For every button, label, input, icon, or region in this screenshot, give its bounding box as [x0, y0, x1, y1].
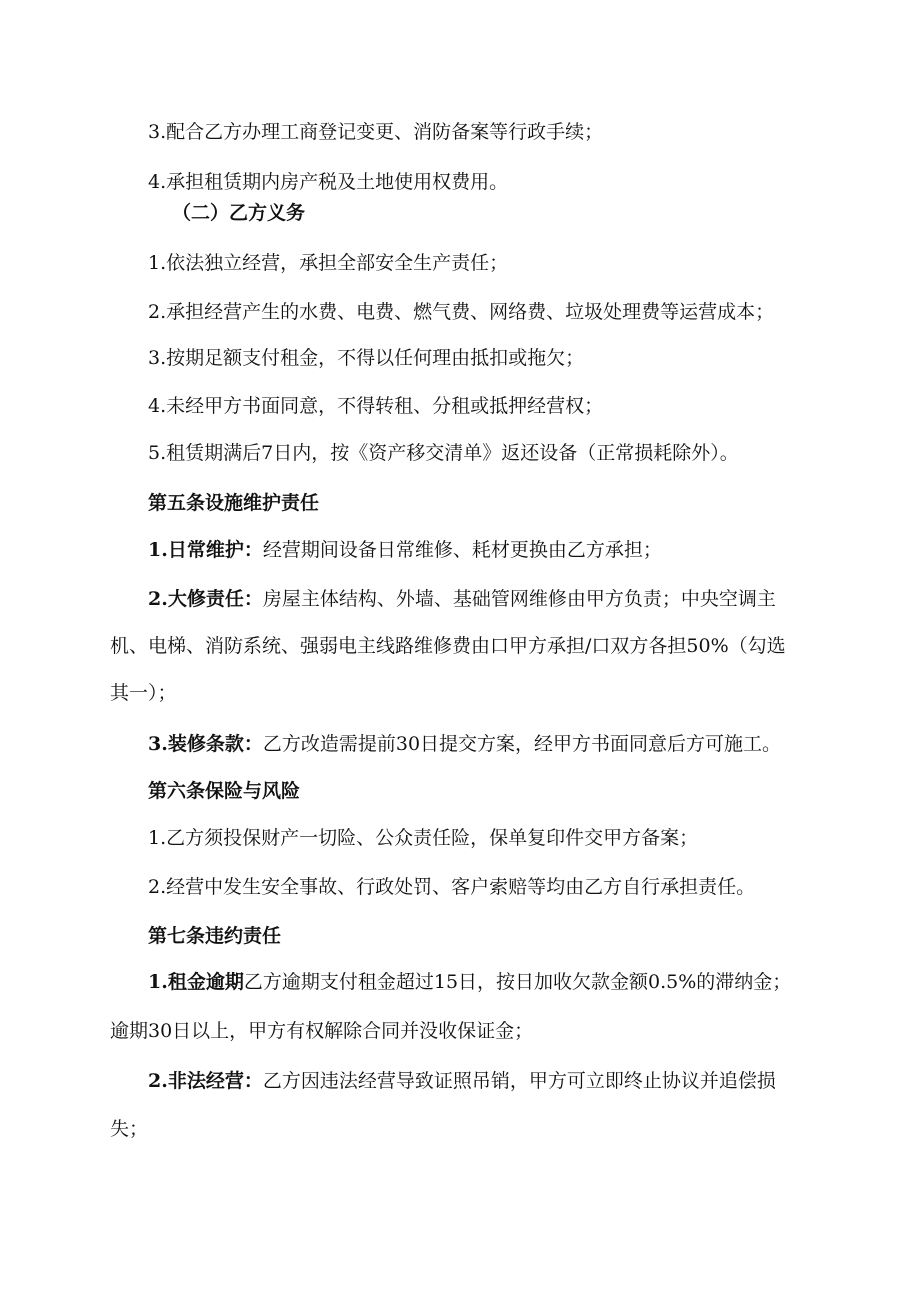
item-term: .装修条款： — [161, 733, 263, 755]
item-text: .配合乙方办理工商登记变更、消防备案等行政手续； — [160, 121, 604, 143]
item-number: 4 — [148, 171, 161, 193]
item-text: 房屋主体结构、外墙、基础管网维修由甲方负责；中央空调主 — [262, 588, 776, 610]
article-7-item-1-continuation: 逾期30日以上，甲方有权解除合同并没收保证金； — [110, 1020, 534, 1042]
item-text: 乙方改造需提前30日提交方案，经甲方书面同意后方可施工。 — [262, 733, 782, 755]
item-number: 1 — [148, 827, 161, 849]
item-term: .非法经营： — [161, 1070, 263, 1092]
item-number: 4 — [148, 395, 161, 417]
item-number: 3 — [148, 733, 162, 755]
item-text: 经营期间设备日常维修、耗材更换由乙方承担； — [262, 539, 662, 561]
article-7-title: 第七条违约责任 — [148, 925, 282, 947]
item-text: .租赁期满后7日内，按《资产移交清单》返还设备（正常损耗除外）。 — [160, 442, 739, 464]
item-number: 3 — [148, 121, 161, 143]
party-b-duty-5 — [148, 440, 868, 466]
item-number: 1 — [148, 252, 161, 274]
item-text: .按期足额支付租金，不得以任何理由抵扣或拖欠； — [160, 347, 585, 369]
item-number: 2 — [148, 588, 162, 610]
article-5-item-2-continuation: 机、电梯、消防系统、强弱电主线路维修费由口甲方承担/口双方各担50%（勾选 — [110, 635, 786, 657]
item-text: .乙方须投保财产一切险、公众责任险，保单复印件交甲方备案； — [160, 827, 699, 849]
party-b-duty-2 — [148, 299, 868, 325]
item-number: 2 — [148, 876, 161, 898]
item-term: .日常维护： — [161, 539, 263, 561]
item-text: .经营中发生安全事故、行政处罚、客户索赔等均由乙方自行承担责任。 — [160, 876, 756, 898]
article-5-item-2 — [148, 586, 868, 612]
article-7-item-1 — [148, 969, 868, 995]
article-5-item-3 — [148, 731, 868, 757]
article-5-title: 第五条设施维护责任 — [148, 492, 320, 514]
article-5-item-1 — [148, 537, 868, 563]
item-term: .租金逾期 — [161, 971, 244, 993]
item-number: 1 — [148, 971, 162, 993]
article-7-item-2-continuation: 失； — [110, 1118, 149, 1140]
item-text: 乙方逾期支付租金超过15日，按日加收欠款金额0.5%的滞纳金； — [243, 971, 792, 993]
item-number: 2 — [148, 1070, 162, 1092]
party-b-duty-3 — [148, 345, 868, 371]
item-text: .承担经营产生的水费、电费、燃气费、网络费、垃圾处理费等运营成本； — [160, 301, 775, 323]
article-7-item-2 — [148, 1068, 868, 1094]
item-term: .大修责任： — [161, 588, 263, 610]
article-6-title: 第六条保险与风险 — [148, 780, 301, 802]
party-b-duty-1 — [148, 250, 868, 276]
item-number: 1 — [148, 539, 162, 561]
item-text: .承担租赁期内房产税及土地使用权费用。 — [160, 171, 509, 193]
owner-duty-4 — [148, 169, 868, 195]
item-text: .未经甲方书面同意，不得转租、分租或抵押经营权； — [160, 395, 604, 417]
party-b-section-title: （二）乙方义务 — [172, 202, 306, 224]
article-6-item-1 — [148, 825, 868, 851]
article-6-item-2 — [148, 874, 868, 900]
item-number: 2 — [148, 301, 161, 323]
owner-duty-3 — [148, 119, 868, 145]
item-text: .依法独立经营，承担全部安全生产责任； — [160, 252, 509, 274]
item-number: 5 — [148, 442, 161, 464]
item-number: 3 — [148, 347, 161, 369]
item-text: 乙方因违法经营导致证照吊销，甲方可立即终止协议并追偿损 — [262, 1070, 776, 1092]
party-b-duty-4 — [148, 393, 868, 419]
article-5-item-2-continuation: 其一）； — [110, 682, 177, 704]
